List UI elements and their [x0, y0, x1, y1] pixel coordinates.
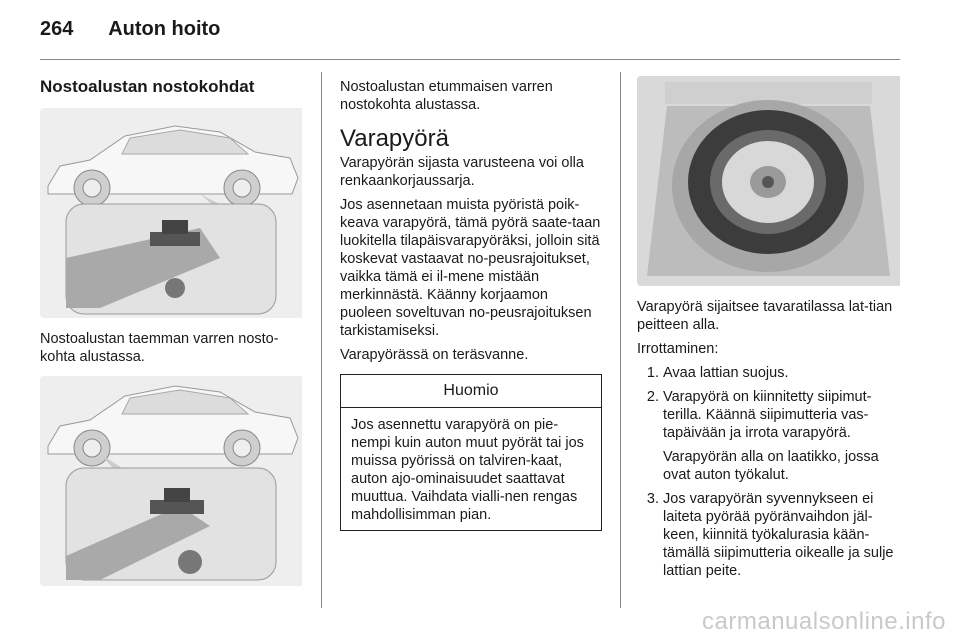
- spare-wheel-para-1: Varapyörän sijasta varusteena voi olla renkaankorjaussarja.: [340, 155, 584, 189]
- removal-step: 3. Jos varapyörän syvennykseen ei laiteta pyörää pyöränvaihdon jäl-keen, kiinnitä työkalurasia kään-tämällä siipimutteria oikealle ja sulje lattian peite.: [663, 490, 902, 580]
- caution-text: Jos asennettu varapyörä on pie-nempi kuin auton muut pyörät tai jos muissa pyörissä on talviren-kaat, auton ajo-ominaisuudet saattavat muuttua. Vaihdata vialli-nen rengas mahdollisimman pian.: [351, 417, 584, 523]
- figure-spare-wheel-well: [637, 76, 902, 286]
- left-column: [40, 78, 305, 586]
- removal-step-note: Varapyörän alla on laatikko, jossa ovat auton työkalut.: [663, 449, 879, 483]
- site-watermark: carmanualsonline.info: [702, 608, 946, 635]
- page-header: [40, 18, 220, 41]
- header-rule: [40, 59, 900, 60]
- section-title: Nostoalustan nostokohdat: [40, 77, 255, 96]
- right-column: [637, 76, 902, 586]
- chapter-title: Auton hoito: [108, 18, 221, 40]
- rear-lift-caption: Nostoalustan taemman varren nosto-kohta alustassa.: [40, 331, 279, 365]
- caution-box: [340, 374, 602, 531]
- page-number: 264: [40, 18, 74, 40]
- front-lift-caption: Nostoalustan etummaisen varren nostokohta alustassa.: [340, 79, 553, 113]
- caution-title: Huomio: [341, 375, 601, 408]
- removal-step: 2. Varapyörä on kiinnitetty siipimut-terilla. Käännä siipimutteria vas-tapäivään ja irrota varapyörä. Varapyörän alla on laatikko, jossa ovat auton työkalut.: [663, 388, 902, 484]
- column-divider-2: [620, 72, 621, 608]
- spare-wheel-para-3: Varapyörässä on teräsvanne.: [340, 347, 529, 363]
- removal-step: 1. Avaa lattian suojus.: [663, 364, 902, 382]
- location-text: Varapyörä sijaitsee tavaratilassa lat-tian peitteen alla.: [637, 299, 893, 333]
- removal-steps: [637, 364, 902, 580]
- figure-rear-lift-point: [40, 108, 305, 318]
- spare-wheel-para-2: Jos asennetaan muista pyöristä poik-keava varapyörä, tämä pyörä saate-taan luokitella tilapäisvarapyöräksi, jolloin sitä koskevat vastaavat no-peusrajoitukset, vaikka tämä ei il-mene mistään merkinnästä. Käänny korjaamon puoleen soveltuvan no-peusrajoituksen tarkistamiseksi.: [340, 197, 601, 339]
- spare-wheel-heading: Varapyörä: [340, 125, 449, 152]
- figure-front-lift-point: [40, 376, 305, 586]
- middle-column: [340, 78, 602, 531]
- removal-label: Irrottaminen:: [637, 341, 719, 357]
- column-divider-1: [321, 72, 322, 608]
